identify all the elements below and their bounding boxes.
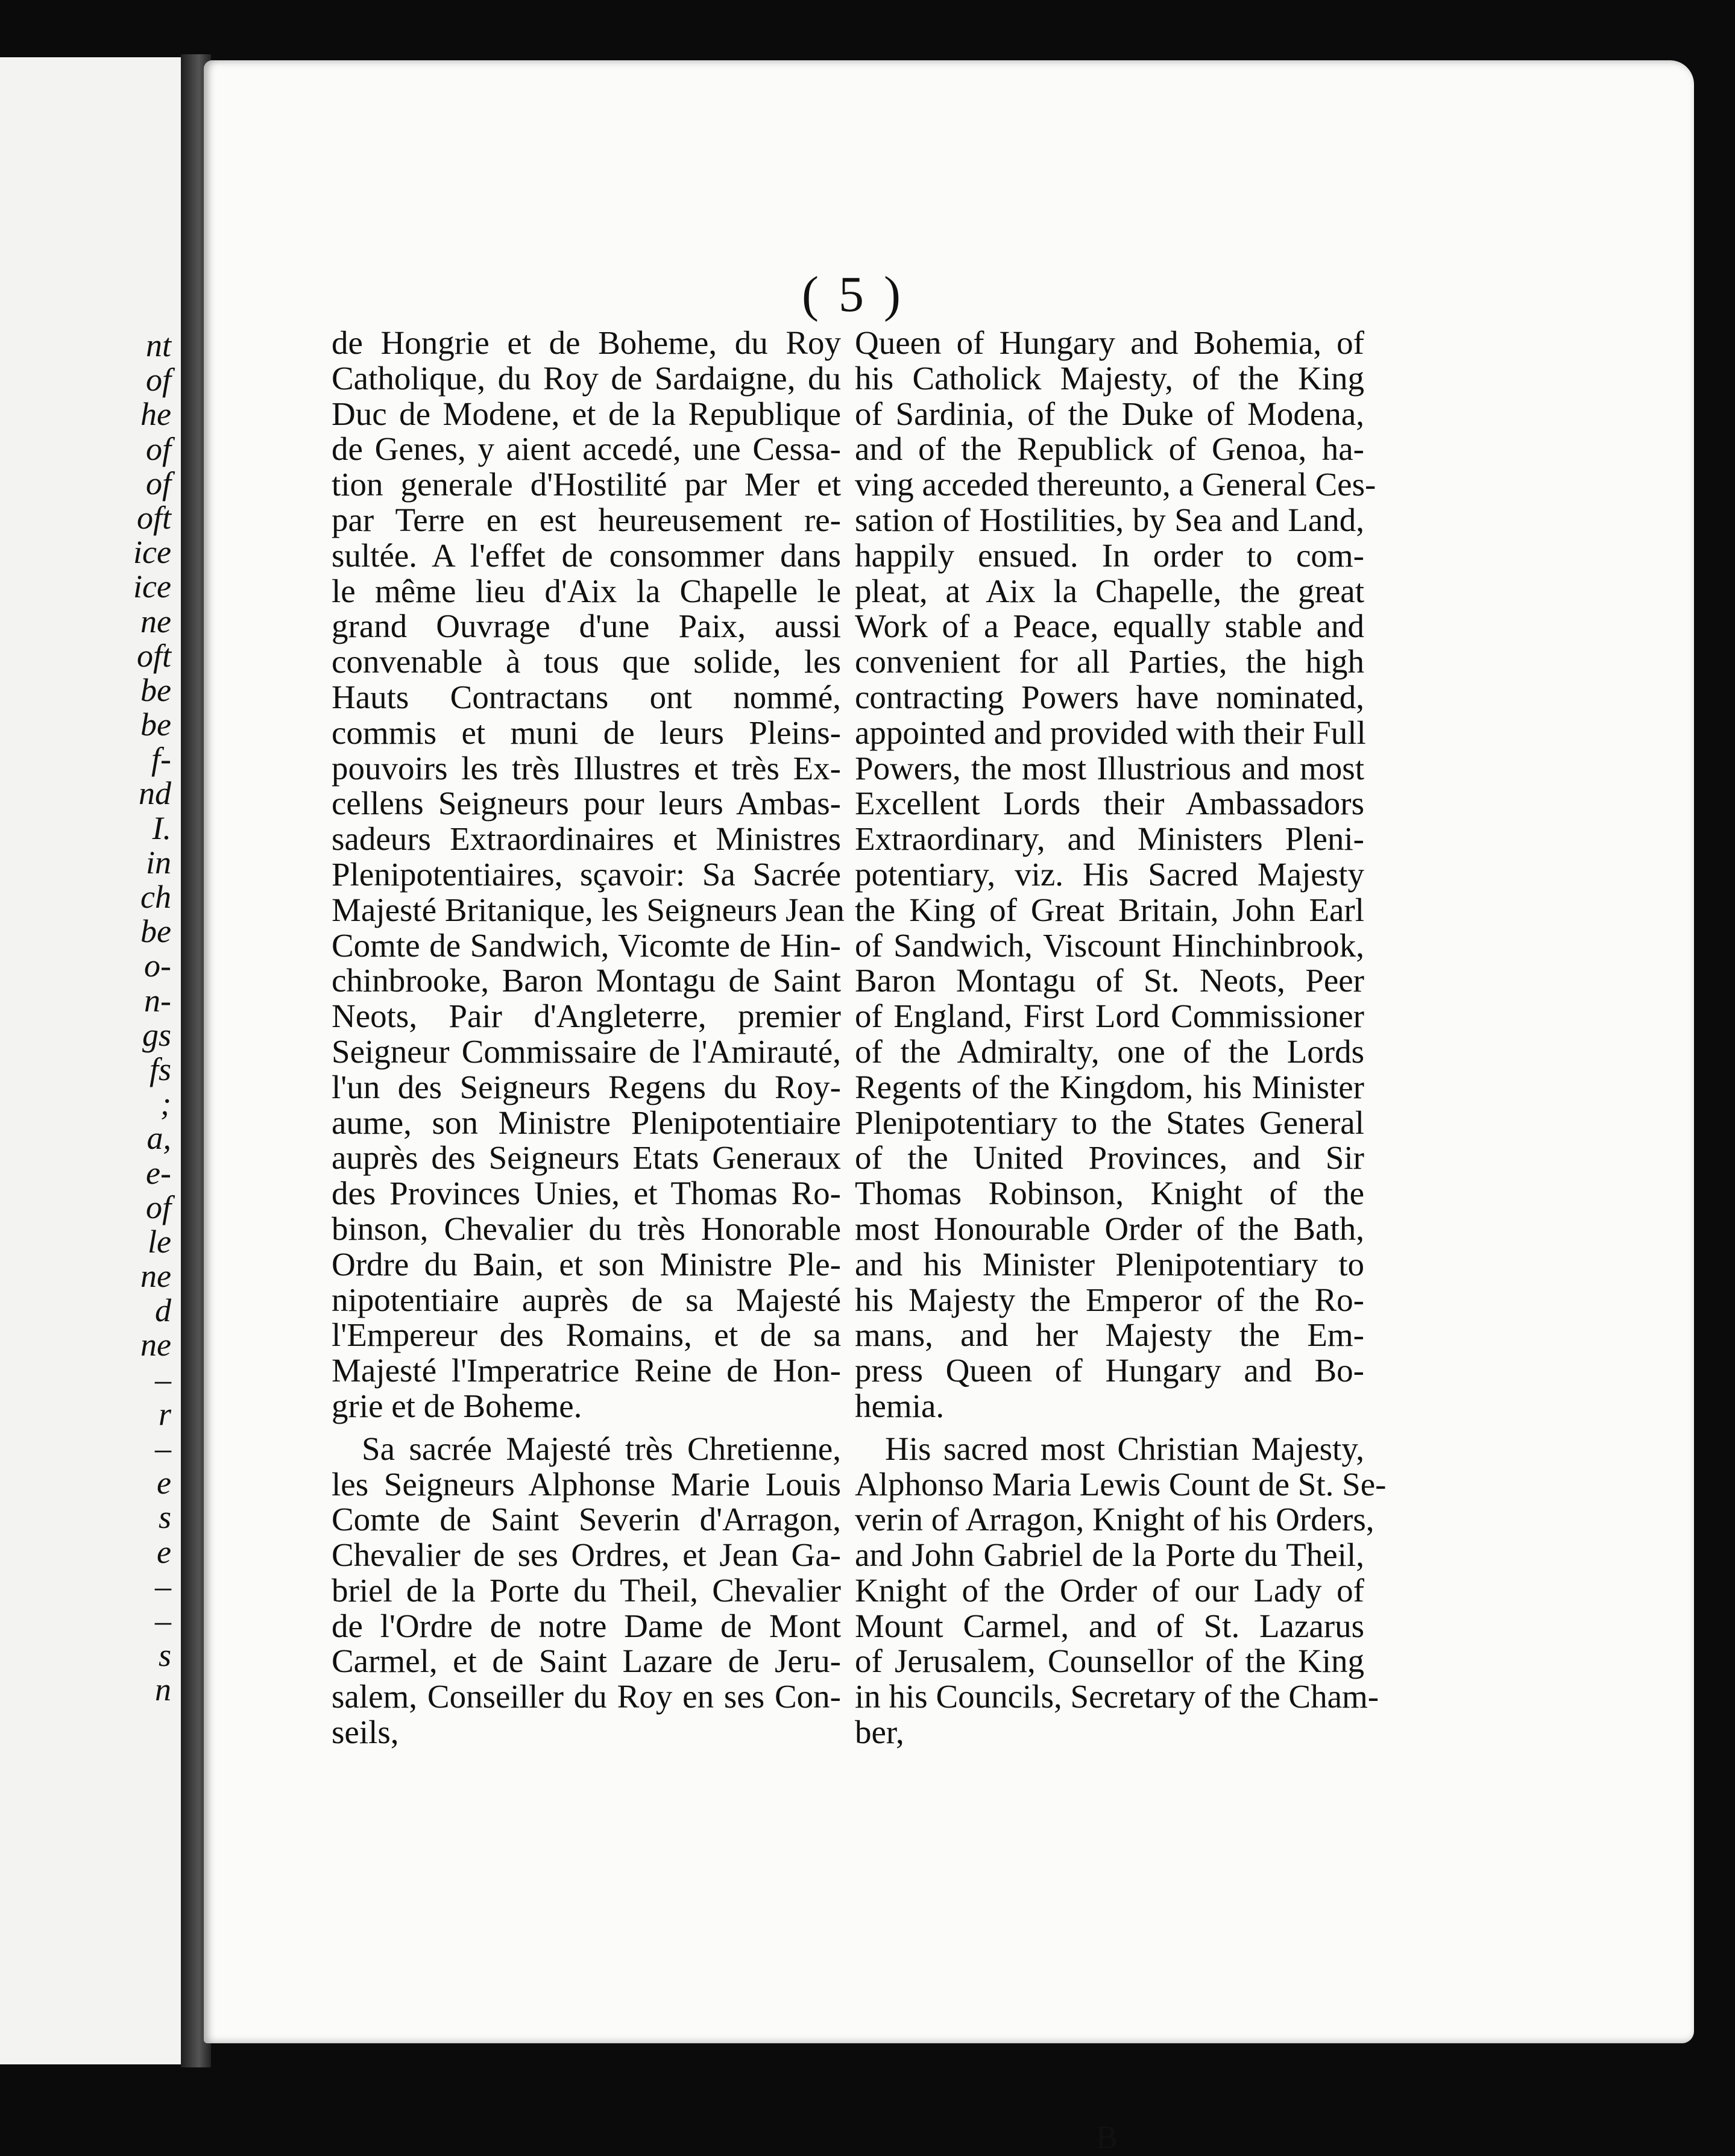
- facing-page-fragment: ch: [140, 879, 171, 915]
- facing-page-fragment: ne: [140, 1327, 171, 1363]
- facing-page-fragment: ice: [133, 568, 171, 605]
- text-line: in his Councils, Secretary of the Cham-: [855, 1678, 1379, 1715]
- text-line: verin of Arragon, Knight of his Orders,: [855, 1501, 1374, 1538]
- text-line: of Sandwich, Viscount Hinchinbrook,: [855, 926, 1364, 964]
- french-paragraph-2: [332, 1432, 841, 1750]
- text-line: Extraordinary, and Ministers Pleni-: [855, 820, 1364, 858]
- facing-page-fragment: in: [145, 844, 171, 881]
- facing-page-fragment: oft: [136, 499, 171, 536]
- text-line: nipotentiaire auprès de sa Majesté: [332, 1281, 841, 1318]
- facing-page-fragment: I.: [152, 809, 171, 846]
- facing-page-fragment: be: [140, 671, 171, 708]
- text-line: Neots, Pair d'Angleterre, premier: [332, 998, 841, 1035]
- facing-page-fragment: fs: [149, 1051, 171, 1087]
- facing-page-fragment: ne: [140, 1258, 171, 1295]
- facing-page-fragment: d: [155, 1292, 171, 1329]
- text-line: convenable à tous que solide, les: [332, 643, 841, 680]
- text-line: mans, and her Majesty the Em-: [855, 1316, 1364, 1354]
- facing-page-edge: [0, 57, 184, 2064]
- text-line: and John Gabriel de la Porte du Theil,: [855, 1536, 1364, 1574]
- text-line: commis et muni de leurs Pleins-: [332, 714, 841, 751]
- facing-page-fragment: nt: [145, 327, 171, 363]
- text-line: des Provinces Unies, et Thomas Ro-: [332, 1175, 841, 1212]
- text-line: Comte de Saint Severin d'Arragon,: [332, 1501, 841, 1538]
- text-line: auprès des Seigneurs Etats Generaux: [332, 1139, 841, 1177]
- text-line: Hauts Contractans ont nommé,: [332, 678, 841, 715]
- text-line: sadeurs Extraordinaires et Ministres: [332, 820, 841, 858]
- facing-page-fragment: le: [148, 1223, 171, 1260]
- facing-page-fragment: of: [145, 362, 171, 398]
- text-line: cellens Seigneurs pour leurs Ambas-: [332, 785, 841, 822]
- facing-page-fragment: of: [145, 465, 171, 501]
- text-line: Sa sacrée Majesté très Chretienne,: [362, 1430, 841, 1467]
- facing-page-fragments: [0, 328, 175, 1708]
- facing-page-fragment: he: [140, 396, 171, 433]
- text-line: Regents of the Kingdom, his Minister: [855, 1068, 1364, 1105]
- text-line: aume, son Ministre Plenipotentiaire: [332, 1104, 841, 1141]
- text-line: Ordre du Bain, et son Ministre Ple-: [332, 1245, 841, 1283]
- facing-page-fragment: ;: [160, 1086, 171, 1122]
- facing-page-fragment: –: [155, 1430, 171, 1466]
- facing-page-fragment: r: [158, 1395, 171, 1432]
- text-line: l'un des Seigneurs Regens du Roy-: [332, 1068, 841, 1105]
- facing-page-fragment: of: [145, 1189, 171, 1225]
- text-line: sation of Hostilities, by Sea and Land,: [855, 501, 1364, 538]
- text-line: seils,: [332, 1714, 399, 1751]
- text-line: His sacred most Christian Majesty,: [885, 1430, 1364, 1467]
- facing-page-fragment: n-: [144, 982, 171, 1019]
- text-line: of Sardinia, of the Duke of Modena,: [855, 395, 1364, 432]
- text-line: chinbrooke, Baron Montagu de Saint: [332, 962, 841, 999]
- facing-page-fragment: –: [155, 1361, 171, 1398]
- french-paragraph-1: [332, 324, 845, 1424]
- facing-page-fragment: ice: [133, 534, 171, 571]
- text-line: of Jerusalem, Counsellor of the King: [855, 1642, 1364, 1680]
- text-line: pleat, at Aix la Chapelle, the great: [855, 572, 1364, 609]
- english-text-column: [855, 324, 1387, 1751]
- text-line: press Queen of Hungary and Bo-: [855, 1352, 1364, 1389]
- facing-page-fragment: –: [155, 1568, 171, 1604]
- text-line: Baron Montagu of St. Neots, Peer: [855, 962, 1364, 999]
- text-line: ber,: [855, 1714, 904, 1751]
- text-line: salem, Conseiller du Roy en ses Con-: [332, 1678, 841, 1715]
- text-line: binson, Chevalier du très Honorable: [332, 1210, 841, 1247]
- facing-page-fragment: –: [155, 1602, 171, 1639]
- facing-page-fragment: s: [158, 1637, 171, 1674]
- text-line: of the Admiralty, one of the Lords: [855, 1032, 1364, 1070]
- text-line: happily ensued. In order to com-: [855, 536, 1364, 574]
- text-line: Queen of Hungary and Bohemia, of: [855, 324, 1364, 361]
- french-text-column: [332, 324, 845, 1751]
- text-line: tion generale d'Hostilité par Mer et: [332, 466, 841, 503]
- english-paragraph-2: [855, 1430, 1387, 1751]
- text-line: Comte de Sandwich, Vicomte de Hin-: [332, 926, 841, 964]
- text-line: l'Empereur des Romains, et de sa: [332, 1316, 841, 1354]
- text-line: Majesté Britanique, les Seigneurs Jean: [332, 891, 845, 928]
- text-line: Powers, the most Illustrious and most: [855, 749, 1364, 787]
- text-line: hemia.: [855, 1387, 945, 1424]
- text-line: contracting Powers have nominated,: [855, 678, 1364, 715]
- text-line: de Hongrie et de Boheme, du Roy: [332, 324, 841, 361]
- text-line: Excellent Lords their Ambassadors: [855, 785, 1364, 822]
- text-line: convenient for all Parties, the high: [855, 643, 1364, 680]
- page-number: ( 5 ): [802, 266, 904, 322]
- text-line: de Genes, y aient accedé, une Cessa-: [332, 430, 841, 468]
- facing-page-fragment: f-: [151, 741, 171, 778]
- text-line: his Catholick Majesty, of the King: [855, 359, 1364, 397]
- facing-page-fragment: of: [145, 430, 171, 467]
- text-line: pouvoirs les très Illustres et très Ex-: [332, 749, 841, 787]
- text-line: Catholique, du Roy de Sardaigne, du: [332, 359, 841, 397]
- text-line: potentiary, viz. His Sacred Majesty: [855, 855, 1364, 893]
- text-line: appointed and provided with their Full: [855, 714, 1366, 751]
- text-line: Mount Carmel, and of St. Lazarus: [855, 1607, 1364, 1644]
- text-line: Plenipotentiaires, sçavoir: Sa Sacrée: [332, 855, 841, 893]
- text-line: Alphonso Maria Lewis Count de St. Se-: [855, 1465, 1387, 1503]
- facing-page-fragment: be: [140, 913, 171, 950]
- text-line: par Terre en est heureusement re-: [332, 501, 841, 538]
- facing-page-fragment: oft: [136, 637, 171, 674]
- facing-page-fragment: n: [155, 1671, 171, 1708]
- facing-page-fragment: s: [158, 1499, 171, 1536]
- text-line: Duc de Modene, et de la Republique: [332, 395, 841, 432]
- text-line: of the United Provinces, and Sir: [855, 1139, 1364, 1177]
- facing-page-fragment: e: [157, 1533, 171, 1570]
- text-line: briel de la Porte du Theil, Chevalier: [332, 1571, 841, 1609]
- text-line: the King of Great Britain, John Earl: [855, 891, 1364, 928]
- text-line: Chevalier de ses Ordres, et Jean Ga-: [332, 1536, 841, 1574]
- facing-page-fragment: ne: [140, 603, 171, 640]
- text-line: sultée. A l'effet de consommer dans: [332, 536, 841, 574]
- facing-page-fragment: o-: [144, 948, 171, 984]
- facing-page-fragment: e-: [146, 1154, 171, 1191]
- text-line: grie et de Boheme.: [332, 1387, 582, 1424]
- text-line: grand Ouvrage d'une Paix, aussi: [332, 608, 841, 645]
- text-line: Thomas Robinson, Knight of the: [855, 1175, 1364, 1212]
- text-line: Knight of the Order of our Lady of: [855, 1571, 1364, 1609]
- text-line: and his Minister Plenipotentiary to: [855, 1245, 1364, 1283]
- english-paragraph-1: [855, 324, 1376, 1424]
- text-line: of England, First Lord Commissioner: [855, 998, 1364, 1035]
- text-line: Seigneur Commissaire de l'Amirauté,: [332, 1032, 841, 1070]
- text-line: Majesté l'Imperatrice Reine de Hon-: [332, 1352, 841, 1389]
- text-line: Work of a Peace, equally stable and: [855, 608, 1364, 645]
- facing-page-fragment: gs: [142, 1016, 171, 1053]
- text-line: de l'Ordre de notre Dame de Mont: [332, 1607, 841, 1644]
- text-line: les Seigneurs Alphonse Marie Louis: [332, 1465, 841, 1503]
- text-line: Plenipotentiary to the States General: [855, 1104, 1364, 1141]
- facing-page-fragment: a,: [146, 1120, 171, 1157]
- text-line: most Honourable Order of the Bath,: [855, 1210, 1364, 1247]
- text-line: ving acceded thereunto, a General Ces-: [855, 466, 1376, 503]
- text-line: le même lieu d'Aix la Chapelle le: [332, 572, 841, 609]
- facing-page-fragment: be: [140, 706, 171, 743]
- facing-page-fragment: e: [157, 1465, 171, 1501]
- text-line: Carmel, et de Saint Lazare de Jeru-: [332, 1642, 841, 1680]
- text-line: his Majesty the Emperor of the Ro-: [855, 1281, 1364, 1318]
- text-line: and of the Republick of Genoa, ha-: [855, 430, 1364, 468]
- facing-page-fragment: nd: [139, 775, 171, 812]
- signature-mark: B: [1096, 2119, 1118, 2155]
